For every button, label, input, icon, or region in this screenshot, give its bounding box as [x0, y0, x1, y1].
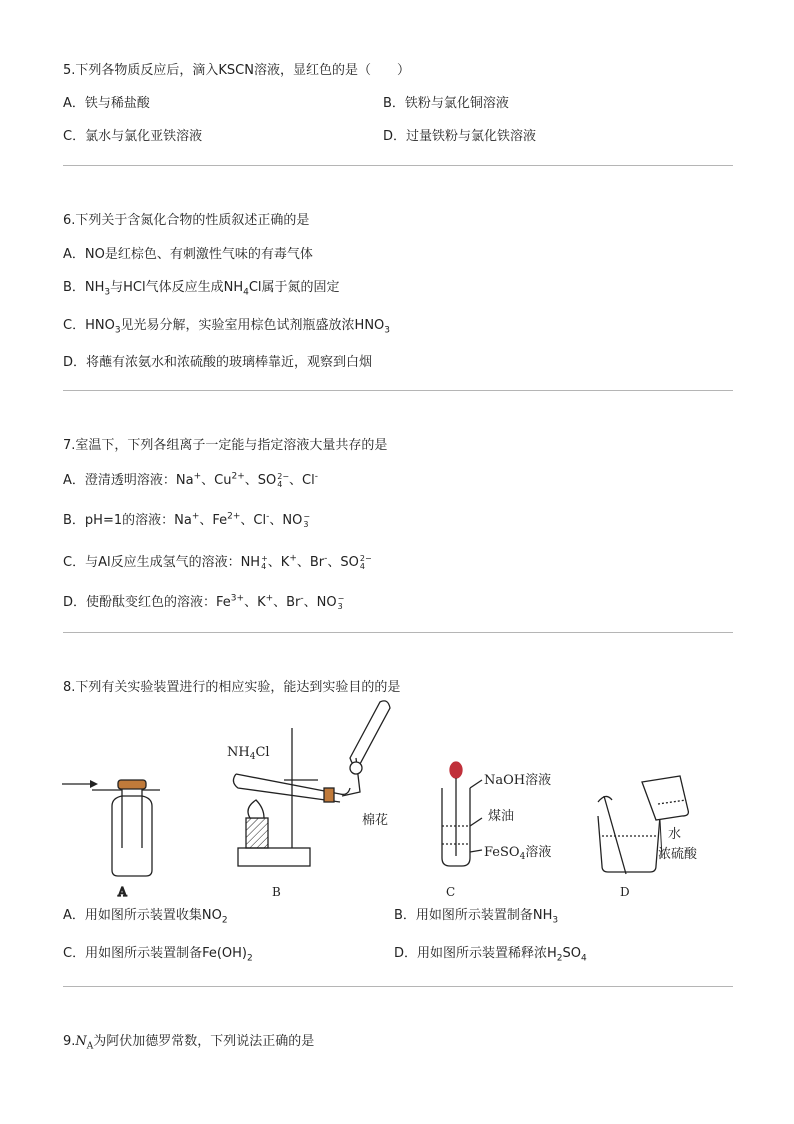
label-nh4cl: $NH_4Cl$: [227, 745, 270, 762]
q7-a-part: 、Cu: [201, 473, 232, 488]
q7-option-b[interactable]: [63, 509, 310, 529]
q7-c-sup: -: [324, 553, 328, 564]
beaker: [598, 816, 660, 872]
q7-c-stack-sub: 4: [261, 561, 267, 571]
q8-d-sub: 4: [581, 953, 587, 964]
label-d: D: [620, 885, 630, 898]
q7-c-part: 、Br: [296, 555, 325, 570]
q7-c-stack-sup: 2−: [359, 553, 372, 563]
q7-d-part: 、Br: [273, 595, 301, 610]
q8-c-sub: 2: [247, 953, 253, 964]
apparatus-figure: [60, 698, 740, 898]
label-cotton: 棉花: [362, 813, 389, 828]
q6-b-part: 与HCl气体反应生成NH: [110, 280, 244, 295]
q7-b-part: B．pH=1的溶液：Na: [63, 513, 192, 528]
divider: [63, 165, 733, 166]
q7-option-d[interactable]: [63, 591, 344, 611]
label-c: C: [446, 885, 456, 898]
q7-d-ion-charge: [338, 595, 345, 611]
q7-c-part: C．与Al反应生成氢气的溶液：NH: [63, 555, 261, 570]
divider: [63, 986, 733, 987]
divider: [63, 390, 733, 391]
q6-b-sub: 4: [243, 287, 249, 298]
label-acid: 浓硫酸: [658, 847, 698, 862]
q7-b-sup: 2+: [227, 511, 241, 522]
q8-d-sub: 2: [556, 953, 563, 964]
q6-c-sub: 3: [384, 325, 391, 336]
q7-c-part: 、SO: [327, 555, 359, 570]
stopper: [118, 780, 146, 789]
q5-option-b[interactable]: B．铁粉与氯化铜溶液: [383, 96, 509, 111]
q7-b-sup: -: [266, 511, 270, 522]
pointer-line: [470, 780, 482, 788]
q9-stem: [63, 1030, 314, 1052]
label-kerosene: 煤油: [488, 809, 515, 824]
q6-b-sub: 3: [104, 287, 111, 298]
q7-a-stack-sup: 2−: [277, 471, 290, 481]
q8-option-a[interactable]: [63, 904, 228, 926]
q8-b-sub: 3: [552, 915, 559, 926]
arrow-head-icon: [90, 780, 98, 788]
q7-a-sup: -: [314, 471, 318, 482]
q7-b-stack-sup: −: [303, 511, 311, 521]
q7-c-stack-sub: 4: [359, 561, 365, 571]
collecting-tube: [350, 701, 390, 766]
q6-b-part: Cl属于氮的固定: [248, 280, 340, 295]
q9-avogadro-symbol: N: [75, 1034, 87, 1049]
q8-d-part: D．用如图所示装置稀释浓H: [394, 946, 557, 961]
q7-b-sup: +: [191, 511, 200, 522]
q7-b-part: 、NO: [269, 513, 303, 528]
pouring-beaker: [642, 776, 688, 820]
q7-d-part: D．使酚酞变红色的溶液：Fe: [63, 595, 231, 610]
pointer-line: [470, 850, 482, 852]
gas-bottle: [112, 796, 152, 876]
q6-c-sub: 3: [114, 325, 121, 336]
inlet-tube: [92, 790, 122, 848]
q7-b-part: 、Fe: [199, 513, 228, 528]
apparatus-b: [227, 701, 390, 898]
q8-option-d[interactable]: [394, 942, 587, 964]
apparatus-a: [62, 780, 160, 898]
label-b: B: [272, 885, 281, 898]
q8-stem: 8.下列有关实验装置进行的相应实验，能达到实验目的的是: [63, 680, 401, 695]
q7-c-part: 、K: [267, 555, 290, 570]
q6-c-part: 见光易分解，实验室用棕色试剂瓶盛放浓HNO: [120, 318, 385, 333]
apparatus-d: [598, 776, 698, 898]
q7-option-c[interactable]: [63, 551, 372, 571]
q7-c-stack-sup: +: [261, 553, 268, 563]
q7-a-sup: 2+: [231, 471, 245, 482]
stand-base: [238, 848, 310, 866]
q8-a-sub: 2: [221, 915, 228, 926]
q5-option-d[interactable]: [383, 125, 536, 144]
q7-d-stack-sub: 3: [337, 601, 343, 611]
q7-d-part: 、NO: [303, 595, 337, 610]
q6-option-c[interactable]: [63, 314, 390, 336]
apparatus-c: [442, 762, 551, 898]
label-naoh: NaOH溶液: [484, 773, 552, 788]
q5-option-c[interactable]: C．氯水与氯化亚铁溶液: [63, 129, 203, 144]
q7-stem: 7.室温下，下列各组离子一定能与指定溶液大量共存的是: [63, 438, 388, 453]
label-a: A: [118, 885, 127, 898]
pointer-line: [470, 818, 482, 826]
q6-b-part: B．NH: [63, 280, 105, 295]
q8-a-part: A．用如图所示装置收集NO: [63, 908, 222, 923]
q6-c-part: C．HNO: [63, 318, 115, 333]
q7-a-ion-charge: [277, 473, 289, 489]
q5-stem: 5.下列各物质反应后，滴入KSCN溶液，显红色的是（ ）: [63, 63, 410, 78]
q5-option-a[interactable]: A．铁与稀盐酸: [63, 96, 150, 111]
q7-d-sup: +: [265, 593, 274, 604]
q8-b-part: B．用如图所示装置制备NH: [394, 908, 553, 923]
q7-a-part: 、SO: [244, 473, 277, 488]
q7-c-ion-charge: [261, 555, 268, 571]
q7-d-sup: 3+: [230, 593, 245, 604]
q8-option-c[interactable]: [63, 942, 253, 964]
q7-b-ion-charge: [303, 513, 310, 529]
q6-option-a[interactable]: A．NO是红棕色、有刺激性气味的有毒气体: [63, 247, 313, 262]
q7-d-sup: -: [300, 593, 304, 604]
q7-a-sup: +: [193, 471, 202, 482]
q7-b-part: 、Cl: [240, 513, 267, 528]
q7-d-part: 、K: [244, 595, 266, 610]
q7-a-stack-sub: 4: [277, 479, 283, 489]
q5-option-d-text: D．过量铁粉与氯化铁溶液: [383, 129, 537, 144]
label-feso4: FeSO$_4$溶液: [484, 845, 552, 862]
q7-d-stack-sup: −: [337, 593, 345, 603]
glass-rod: [604, 796, 626, 874]
q9-avogadro-sub: A: [86, 1041, 94, 1052]
dropper-bulb: [450, 762, 462, 778]
outlet-tube: [142, 790, 160, 848]
q7-c-ion-charge: [360, 555, 372, 571]
label-water: 水: [668, 827, 682, 842]
q6-option-b[interactable]: [63, 276, 340, 298]
burner-body: [246, 818, 268, 848]
q7-b-stack-sub: 3: [303, 519, 309, 529]
flame-icon: [248, 800, 264, 818]
tube-stopper: [324, 788, 334, 802]
q8-d-part: SO: [562, 946, 582, 961]
q8-option-b[interactable]: [394, 904, 558, 926]
q7-option-a[interactable]: [63, 469, 318, 489]
q7-a-part: A．澄清透明溶液：Na: [63, 473, 194, 488]
q9-stem-part: 为阿伏加德罗常数，下列说法正确的是: [93, 1034, 315, 1049]
divider: [63, 632, 733, 633]
q7-a-part: 、Cl: [289, 473, 315, 488]
cotton-wool: [350, 762, 362, 774]
q6-stem: 6.下列关于含氮化合物的性质叙述正确的是: [63, 213, 310, 228]
q9-stem-part: 9.: [63, 1034, 76, 1049]
q7-c-sup: +: [289, 553, 297, 564]
q8-c-part: C．用如图所示装置制备Fe(OH): [63, 946, 247, 961]
q6-option-d[interactable]: D．将蘸有浓氨水和浓硫酸的玻璃棒靠近，观察到白烟: [63, 355, 373, 370]
